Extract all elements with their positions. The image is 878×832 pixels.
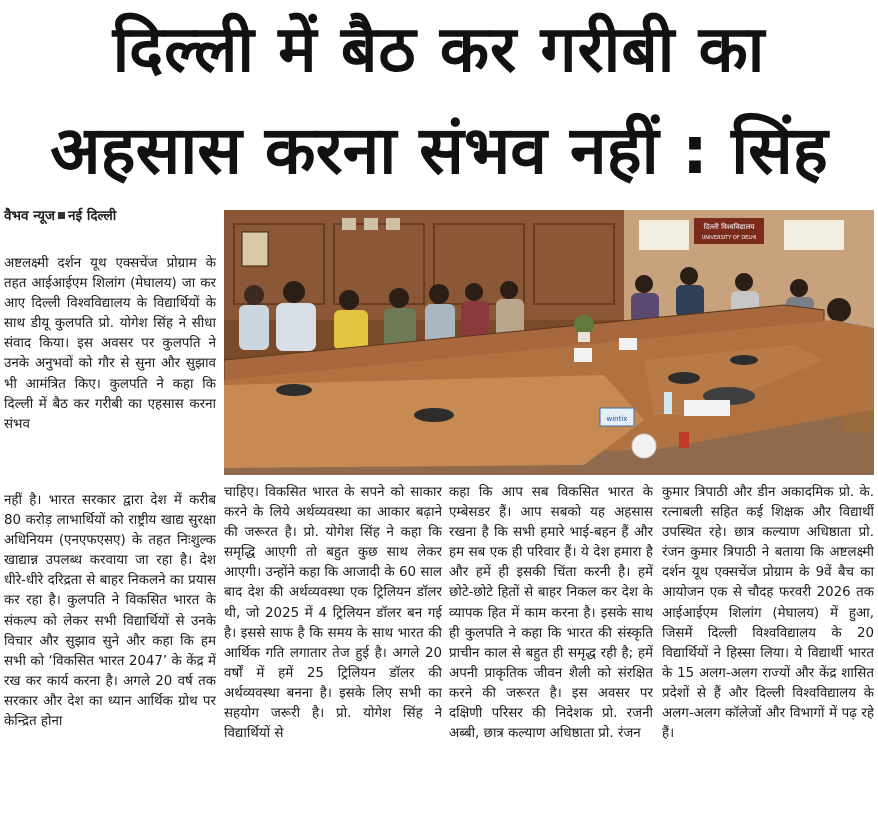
- article-column-1-top: [4, 254, 216, 490]
- article-column-2: [224, 483, 442, 830]
- article-paragraph-3: चाहिए। विकसित भारत के सपने को साकार करने के लिये अर्थव्यवस्था का आकार बढ़ाने की जरूरत है। प्रो. योगेश सिंह ने कहा कि समृद्धि आएगी तो बहुत कुछ साथ लेकर आएगी। उन्होंने कहा कि आजादी के 60 साल बाद देश की अर्थव्यवस्था एक ट्रिलियन डॉलर थी, जो 2025 में 4 ट्रिलियन डॉलर बन गई है। इससे साफ है कि समय के साथ भारत की आर्थिक गति लगातार तेज हुई है। अगले 20 वर्षों में हमें 25 ट्रिलियन डॉलर की अर्थव्यवस्था बनना है। इसके लिए सभी का सहयोग जरूरी है। प्रो. योगेश सिंह ने विद्यार्थियों से: [224, 485, 442, 742]
- article-paragraph-2: नहीं है। भारत सरकार द्वारा देश में करीब 80 करोड़ लाभार्थियों को राष्ट्रीय खाद्य सुरक्षा अधिनियम (एनएफएसए) के तहत निःशुल्क खाद्यान्न उपलब्ध करवाया जा रहा है। देश धीरे-धीरे दरिद्रता से बाहर निकलने का प्रयास कर रहा है। कुलपति ने विकसित भारत के संकल्प को लेकर सभी विद्यार्थियों से उनके विचार और सुझाव सुने और कहा कि हम सभी को ‘विकसित भारत 2047’ के केंद्र में रख कर कार्य करना है। अगले 20 वर्ष तक सरकार और देश का ध्यान आर्थिक ग्रोथ पर केन्द्रित होना: [4, 493, 216, 730]
- byline-place: नई दिल्ली: [68, 208, 117, 224]
- news-photo: [224, 210, 874, 475]
- article-paragraph-1: अष्टलक्ष्मी दर्शन यूथ एक्सचेंज प्रोग्राम के तहत आईआईएम शिलांग (मेघालय) जा कर आए दिल्ली विश्वविद्यालय के विद्यार्थियों के साथ डीयू कुलपति प्रो. योगेश सिंह ने सीधा संवाद किया। इस अवसर पर कुलपति ने उनके अनुभवों को गौर से सुना और सुझाव भी आमंत्रित किए। कुलपति ने कहा कि दिल्ली में बैठ कर गरीबी का एहसास करना संभव: [4, 256, 216, 432]
- article-column-3: [449, 483, 653, 830]
- byline-source: वैभव न्यूज: [4, 208, 56, 224]
- photo-banner-hindi: दिल्ली विश्वविद्यालय: [703, 223, 755, 231]
- photo-box-label: wintix: [606, 415, 628, 423]
- headline-line-2: अहसास करना संभव नहीं : सिंह: [50, 112, 828, 189]
- article-paragraph-4: कहा कि आप सब विकसित भारत के एम्बेसडर हैं। आप सबको यह अहसास रखना है कि सभी हमारे भाई-बहन हैं और हम सब एक ही परिवार हैं। ये देश हमारा है और हमें ही इसकी चिंता करनी है। हमें छोटे-छोटे हितों से बाहर निकल कर देश के व्यापक हित में काम करना है। इसके साथ ही कुलपति ने कहा कि भारत की संस्कृति प्राचीन काल से बहुत ही समृद्ध रही है; हमें अपनी प्राकृतिक जीवन शैली को संरक्षित करने की जरूरत है। इस अवसर पर दक्षिणी परिसर की निदेशक प्रो. रजनी अब्बी, छात्र कल्याण अधिष्ठाता प्रो. रंजन: [449, 485, 653, 742]
- article-paragraph-5: कुमार त्रिपाठी और डीन अकादमिक प्रो. के. रत्नाबली सहित कई शिक्षक और विद्यार्थी उपस्थित रहे। छात्र कल्याण अधिष्ठाता प्रो. रंजन कुमार त्रिपाठी ने बताया कि अष्टलक्ष्मी दर्शन यूथ एक्सचेंज प्रोग्राम के 9वें बैच का आयोजन एक से चौदह फरवरी 2026 तक आईआईएम शिलांग (मेघालय) में हुआ, जिसमें दिल्ली विश्वविद्यालय के 20 विद्यार्थियों ने हिस्सा लिया। ये विद्यार्थी भारत के 15 अलग-अलग राज्यों और केंद्र शासित प्रदेशों से हैं और दिल्ली विश्वविद्यालय के अलग-अलग कॉलेजों और विभागों में पढ़ रहे हैं।: [662, 485, 874, 742]
- headline-line-1: दिल्ली में बैठ कर गरीबी का: [112, 13, 766, 87]
- byline: [4, 206, 116, 224]
- article-column-1-bottom: [4, 491, 216, 830]
- meeting-room-photo: [224, 210, 874, 475]
- article-column-4: [662, 483, 874, 830]
- byline-separator: [58, 212, 65, 219]
- photo-banner-english: UNIVERSITY OF DELHI: [701, 235, 757, 241]
